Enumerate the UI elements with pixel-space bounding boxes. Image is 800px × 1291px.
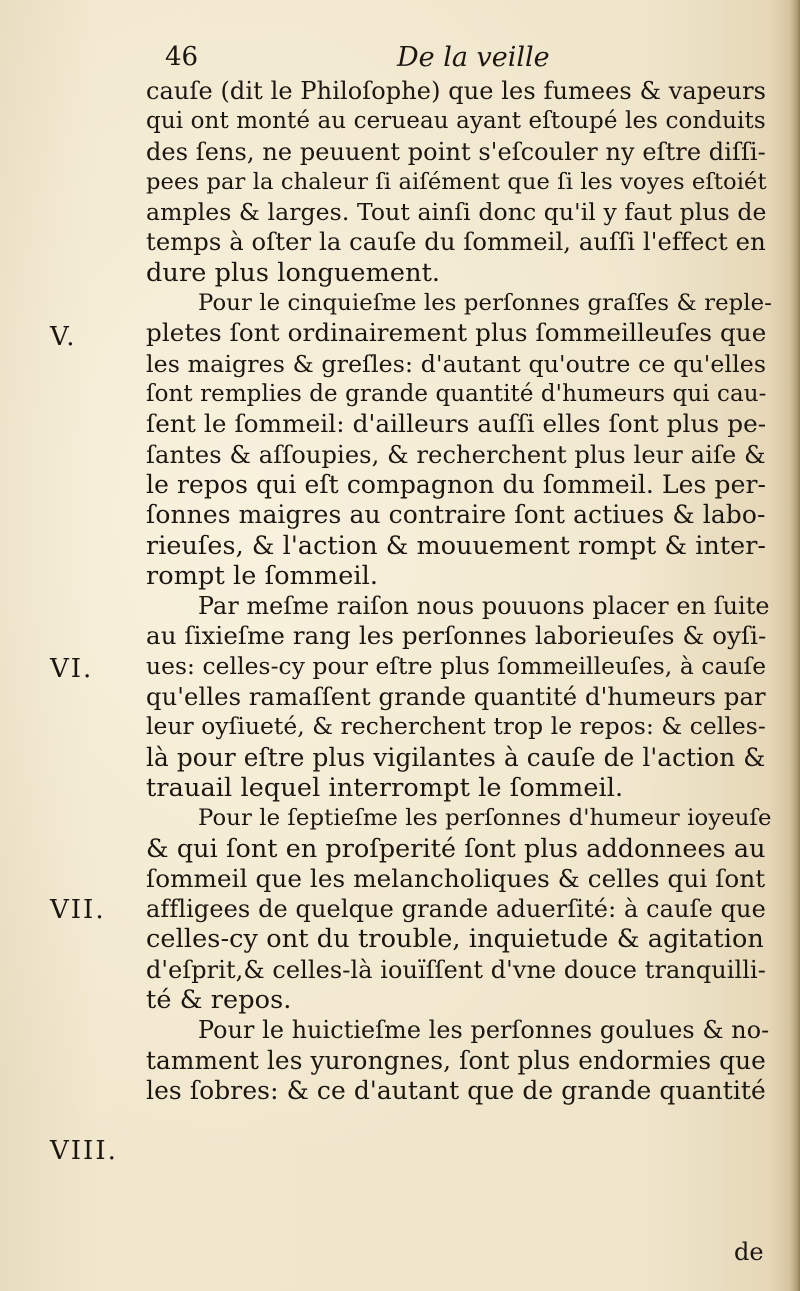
- text-line: Pour le cinquieſme les perſonnes graſſes & reple-: [198, 290, 772, 317]
- text-line: là pour eſtre plus vigilantes à cauſe de l'action &: [146, 742, 766, 772]
- text-line: pees par la chaleur ſi aiſément que ſi les voyes eſtoiét: [146, 168, 767, 195]
- text-line: & qui ſont en proſperité ſont plus addonnees au: [146, 833, 766, 864]
- text-line: ſommeil que les melancholiques & celles qui ſont: [146, 863, 766, 893]
- text-line: Par meſme raiſon nous pouuons placer en ſuite: [198, 592, 770, 621]
- text-line: pletes ſont ordinairement plus ſommeilleuſes que: [146, 318, 767, 348]
- text-line: au ſixieſme rang les perſonnes laborieuſes & oyſi-: [146, 621, 767, 651]
- text-line: qu'elles ramaſſent grande quantité d'humeurs par: [146, 682, 766, 711]
- text-line: qui ont monté au cerueau ayant eſtoupé les conduits: [146, 108, 766, 135]
- text-line: leur oyſiueté, & recherchent trop le repos: & celles-: [146, 713, 766, 741]
- text-line: trauail lequel interrompt le ſommeil.: [146, 772, 624, 803]
- text-line: Pour le ſeptieſme les perſonnes d'humeur ioyeuſe: [198, 805, 772, 832]
- body-text: [146, 76, 772, 1106]
- text-line: ſonnes maigres au contraire ſont actiues & labo-: [146, 500, 766, 530]
- text-line: amples & larges. Tout ainſi donc qu'il y faut plus de: [146, 198, 767, 227]
- text-line: ſent le ſommeil: d'ailleurs auſſi elles ſont plus pe-: [146, 409, 767, 439]
- text-line: les maigres & greſles: d'autant qu'outre ce qu'elles: [146, 349, 767, 378]
- text-line: affligees de quelque grande aduerſité: à cauſe que: [146, 895, 766, 924]
- text-line: Pour le huictieſme les perſonnes goulues & no-: [198, 1016, 770, 1045]
- margin-number-vii: VII.: [50, 895, 106, 925]
- margin-number-viii: VIII.: [50, 1136, 118, 1166]
- text-line: des ſens, ne peuuent point s'eſcouler ny eſtre diſſi-: [146, 137, 766, 166]
- text-line: temps à oſter la cauſe du ſommeil, auſſi l'effect en: [146, 228, 766, 257]
- margin-number-v: V.: [50, 322, 77, 352]
- page-number: 46: [165, 42, 199, 72]
- text-line: rieuſes, & l'action & mouuement rompt & inter-: [146, 530, 767, 561]
- text-line: tamment les yurongnes, ſont plus endormies que: [146, 1045, 766, 1075]
- page-edge-shadow: [790, 0, 800, 1291]
- text-line: ſantes & aſſoupies, & recherchent plus leur aiſe &: [146, 440, 766, 469]
- text-line: té & repos.: [146, 984, 292, 1015]
- text-line: celles-cy ont du trouble, inquietude & agitation: [146, 924, 764, 955]
- text-line: dure plus longuement.: [146, 257, 441, 288]
- running-title: De la veille: [397, 42, 550, 73]
- text-line: ues: celles-cy pour eſtre plus ſommeilleuſes, à cauſe: [146, 652, 767, 680]
- catchword: de: [734, 1238, 764, 1266]
- text-line: cauſe (dit le Philoſophe) que les fumees & vapeurs: [146, 77, 767, 105]
- text-line: rompt le ſommeil.: [146, 560, 379, 591]
- margin-number-vi: VI.: [50, 654, 94, 684]
- text-line: ſont remplies de grande quantité d'humeurs qui cau-: [146, 380, 767, 407]
- text-line: d'eſprit,& celles-là iouïſſent d'vne douce tranquilli-: [146, 955, 766, 984]
- text-line: le repos qui eſt compagnon du ſommeil. Les per-: [146, 469, 767, 499]
- text-line: les ſobres: & ce d'autant que de grande quantité: [146, 1075, 766, 1105]
